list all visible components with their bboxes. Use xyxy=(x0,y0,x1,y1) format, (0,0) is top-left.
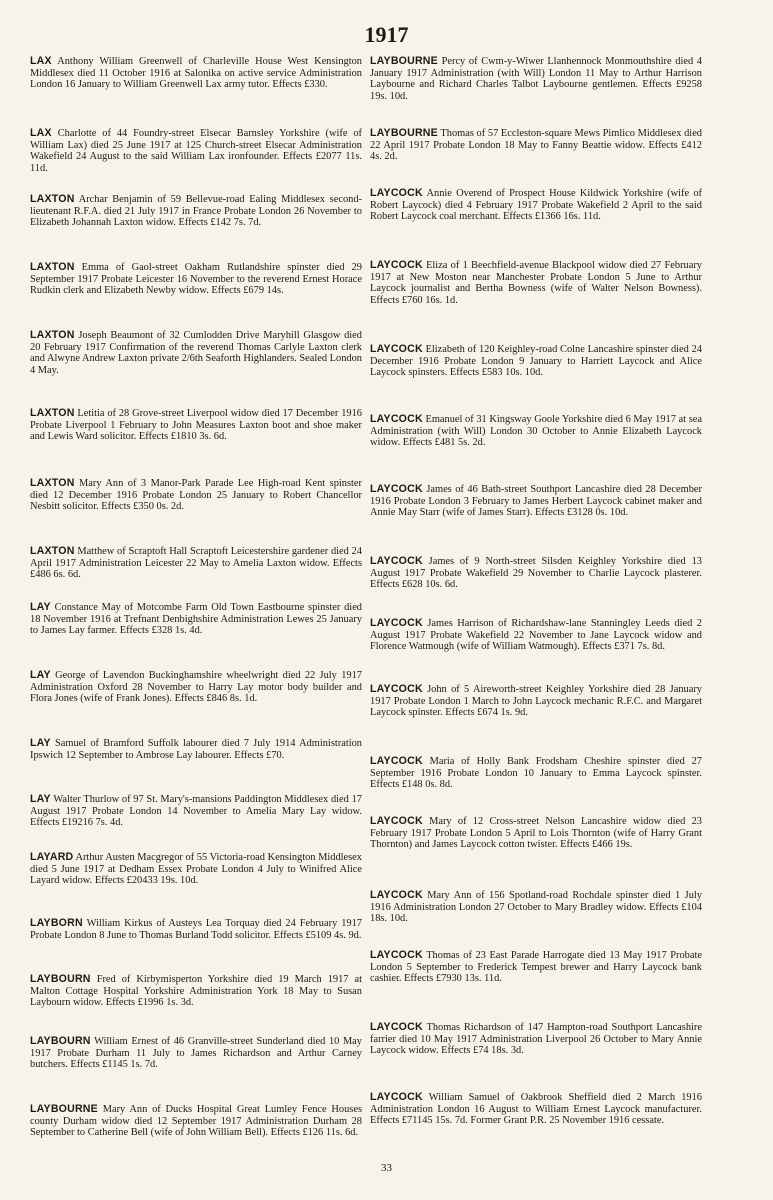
entry-text: Matthew of Scraptoft Hall Scraptoft Leicestershire gardener died 24 April 1917 Administration Leicester 22 May to Amelia Laxton widow. Effects £486 6s. 6d. xyxy=(30,546,362,580)
entry-text: Elizabeth of 120 Keighley-road Colne Lancashire spinster died 24 December 1916 Probate London 9 January to Harriett Laycock and Alice Laycock spinsters. Effects £583 10s. 10d. xyxy=(370,344,702,378)
entry-text: Annie Overend of Prospect House Kildwick Yorkshire (wife of Robert Laycock) died 4 February 1917 Probate Wakefield 2 April to the said Robert Laycock coal merchant. Effects £1366 16s. 11d. xyxy=(370,188,703,222)
entry-text: James of 46 Bath-street Southport Lancashire died 28 December 1916 Probate London 3 February to James Herbert Laycock cabinet maker and Annie May Starr (wife of James Starr). Effects £3128 0s. 10d. xyxy=(370,484,702,518)
entry-surname: LAYBOURNE xyxy=(370,55,438,67)
entry-text: Emanuel of 31 Kingsway Goole Yorkshire died 6 May 1917 at sea Administration (with Will) London 30 October to Annie Elizabeth Laycock widow. Effects £481 5s. 2d. xyxy=(370,414,702,448)
probate-entry xyxy=(370,344,702,379)
entry-text: Fred of Kirbymisperton Yorkshire died 19 March 1917 at Malton Cottage Hospital Yorkshire Administration York 18 May to Susan Laybourn widow. Effects £1996 1s. 3d. xyxy=(30,974,362,1008)
entry-surname: LAYCOCK xyxy=(370,1021,423,1033)
probate-entry xyxy=(30,670,362,705)
probate-entry xyxy=(370,756,702,791)
entry-surname: LAY xyxy=(30,669,51,681)
probate-entry xyxy=(30,546,362,581)
probate-entry xyxy=(30,478,362,513)
entry-surname: LAYBOURNE xyxy=(30,1103,98,1115)
entry-surname: LAXTON xyxy=(30,545,75,557)
entry-surname: LAYCOCK xyxy=(370,949,423,961)
entry-surname: LAXTON xyxy=(30,407,75,419)
probate-entry xyxy=(30,918,362,941)
entry-text: William Kirkus of Austeys Lea Torquay died 24 February 1917 Probate London 8 June to Thomas Burland Todd solicitor. Effects £5109 4s. 9d. xyxy=(30,918,362,941)
entry-text: Mary Ann of 156 Spotland-road Rochdale spinster died 1 July 1916 Administration London 27 October to Mary Bradley widow. Effects £104 18s. 10d. xyxy=(370,890,702,924)
entry-surname: LAY xyxy=(30,793,51,805)
probate-entry xyxy=(30,1036,362,1071)
entry-text: Mary Ann of 3 Manor-Park Parade Lee High-road Kent spinster died 12 December 1916 Probate London 25 January to Robert Chancellor Nesbitt solicitor. Effects £350 0s. 2d. xyxy=(30,478,362,512)
entry-text: Thomas of 23 East Parade Harrogate died 13 May 1917 Probate London 5 September to Frederick Tempest brewer and Harry Laycock bank cashier. Effects £7930 13s. 11d. xyxy=(370,950,702,984)
probate-entry xyxy=(370,1022,702,1057)
probate-entry xyxy=(30,262,362,297)
entry-surname: LAX xyxy=(30,55,52,67)
entry-surname: LAYBOURN xyxy=(30,1035,91,1047)
entry-text: Thomas of 57 Eccleston-square Mews Pimlico Middlesex died 22 April 1917 Probate London 18 May to Fanny Beattie widow. Effects £412 4s. 2d. xyxy=(370,128,703,162)
entry-surname: LAYCOCK xyxy=(370,343,423,355)
probate-entry xyxy=(370,188,702,223)
probate-entry xyxy=(370,950,702,985)
entry-text: Arthur Austen Macgregor of 55 Victoria-road Kensington Middlesex died 5 June 1917 at Dedham Essex Probate London 4 July to Winifred Alice Layard widow. Effects £20433 19s. 10d. xyxy=(30,852,362,886)
probate-entry xyxy=(370,890,702,925)
entry-text: Archar Benjamin of 59 Bellevue-road Ealing Middlesex second-lieutenant R.F.A. died 21 July 1917 in France Probate London 26 November to Elizabeth Johannah Laxton widow. Effects £142 7s. 7d. xyxy=(30,194,362,228)
probate-entry xyxy=(30,128,362,174)
entry-text: James Harrison of Richardshaw-lane Stanningley Leeds died 2 August 1917 Probate Wakefield 22 November to Jane Laycock widow and Florence Watmough (wife of William Watmough). Effects £371 7s. 8d. xyxy=(370,618,702,652)
probate-entry xyxy=(30,1104,362,1139)
probate-entry xyxy=(370,260,702,306)
entry-text: Thomas Richardson of 147 Hampton-road Southport Lancashire farrier died 10 May 1917 Administration Liverpool 26 October to Mary Annie Laycock widow. Effects £74 18s. 3d. xyxy=(370,1022,702,1056)
entry-surname: LAXTON xyxy=(30,261,75,273)
entry-surname: LAYCOCK xyxy=(370,413,423,425)
probate-entry xyxy=(30,194,362,229)
probate-entry xyxy=(370,618,702,653)
entry-surname: LAYARD xyxy=(30,851,74,863)
probate-entry xyxy=(370,684,702,719)
probate-entry xyxy=(30,852,362,887)
entry-surname: LAX xyxy=(30,127,52,139)
probate-entry xyxy=(30,408,362,443)
page-year-heading: 1917 xyxy=(364,22,409,47)
probate-entry xyxy=(30,330,362,376)
entry-text: Eliza of 1 Beechfield-avenue Blackpool widow died 27 February 1917 at New Moston near Manchester Probate London 5 June to Arthur Laycock journalist and Bertha Bowness (wife of Walter Nelson Bowness). Effects £760 16s. 1d. xyxy=(370,260,702,306)
entry-surname: LAYBORN xyxy=(30,917,83,929)
entry-text: James of 9 North-street Silsden Keighley Yorkshire died 13 August 1917 Probate Wakefield 29 November to Charlie Laycock plasterer. Effects £628 10s. 6d. xyxy=(370,556,702,590)
entry-surname: LAYCOCK xyxy=(370,889,423,901)
entry-text: Anthony William Greenwell of Charleville House West Kensington Middlesex died 11 October 1916 at Salonika on active service Administration London 16 January to William Greenwell Lax army tutor. Effects £330. xyxy=(30,56,362,90)
entry-surname: LAXTON xyxy=(30,193,75,205)
probate-entry xyxy=(370,128,702,163)
entry-surname: LAYCOCK xyxy=(370,483,423,495)
entry-text: Letitia of 28 Grove-street Liverpool widow died 17 December 1916 Probate Liverpool 1 February to John Measures Laxton boot and shoe maker and Lewis Ward solicitor. Effects £1810 3s. 6d. xyxy=(30,408,362,442)
probate-entry xyxy=(30,56,362,91)
entry-surname: LAY xyxy=(30,737,51,749)
entry-surname: LAXTON xyxy=(30,477,75,489)
entry-surname: LAYCOCK xyxy=(370,683,423,695)
entry-surname: LAYCOCK xyxy=(370,259,423,271)
entry-text: Constance May of Motcombe Farm Old Town Eastbourne spinster died 18 November 1916 at Trefnant Denbighshire Administration Lewes 25 January to James Lay farmer. Effects £328 1s. 4d. xyxy=(30,602,362,636)
entry-text: Charlotte of 44 Foundry-street Elsecar Barnsley Yorkshire (wife of William Lax) died 25 June 1917 at 125 Church-street Elsecar Administration Wakefield 24 August to the said William Lax ironfounder. Effects £2077 11s. 11d. xyxy=(30,128,362,174)
probate-entry xyxy=(370,1092,702,1127)
entry-surname: LAYCOCK xyxy=(370,617,423,629)
entry-text: Maria of Holly Bank Frodsham Cheshire spinster died 27 September 1916 Probate London 10 January to Emma Laycock spinster. Effects £148 0s. 8d. xyxy=(370,756,702,790)
entry-surname: LAYCOCK xyxy=(370,187,423,199)
entry-text: John of 5 Aireworth-street Keighley Yorkshire died 28 January 1917 Probate London 1 March to John Laycock mechanic R.F.C. and Margaret Laycock spinster. Effects £674 1s. 9d. xyxy=(370,684,702,718)
entry-text: Joseph Beaumont of 32 Cumlodden Drive Maryhill Glasgow died 20 February 1917 Confirmation of the reverend Thomas Carlyle Laxton clerk and Alwyne Andrew Laxton private 2/6th Seaforth Highlanders. Sealed London 4 May. xyxy=(30,330,362,376)
entry-text: Samuel of Bramford Suffolk labourer died 7 July 1914 Administration Ipswich 12 September to Ambrose Lay labourer. Effects £70. xyxy=(30,738,362,761)
entry-surname: LAY xyxy=(30,601,51,613)
probate-entry xyxy=(30,974,362,1009)
probate-entry xyxy=(30,602,362,637)
entry-text: Emma of Gaol-street Oakham Rutlandshire spinster died 29 September 1917 Probate Leicester 16 November to the reverend Ernest Horace Rudkin clerk and Elizabeth Newby widow. Effects £679 14s. xyxy=(30,262,362,296)
entry-surname: LAYBOURN xyxy=(30,973,91,985)
probate-entry xyxy=(370,56,702,102)
page-number: 33 xyxy=(381,1162,392,1174)
entry-surname: LAYCOCK xyxy=(370,1091,423,1103)
entry-surname: LAYCOCK xyxy=(370,755,423,767)
probate-entry xyxy=(370,556,702,591)
entry-text: William Samuel of Oakbrook Sheffield died 2 March 1916 Administration London 16 August to William Ernest Laycock manufacturer. Effects £71145 15s. 7d. Former Grant P.R. 25 November 1916 cessate. xyxy=(370,1092,702,1126)
entry-text: Mary Ann of Ducks Hospital Great Lumley Fence Houses county Durham widow died 12 September 1917 Administration Durham 28 September to Catherine Bell (wife of John William Bell). Effects £126 11s. 6d. xyxy=(30,1104,362,1138)
entry-text: Percy of Cwm-y-Wiwer Llanhennock Monmouthshire died 4 January 1917 Administration (with Will) London 11 May to Arthur Harrison Laybourne and Richard Charles Talbot Laybourne gentlemen. Effects £9258 19s. 10d. xyxy=(370,56,702,102)
probate-entry xyxy=(370,816,702,851)
entry-surname: LAXTON xyxy=(30,329,75,341)
entry-text: Walter Thurlow of 97 St. Mary's-mansions Paddington Middlesex died 17 August 1917 Probate London 14 November to Amelia Mary Lay widow. Effects £19216 7s. 4d. xyxy=(30,794,362,828)
probate-entry xyxy=(30,794,362,829)
entry-text: Mary of 12 Cross-street Nelson Lancashire widow died 23 February 1917 Probate London 5 April to Lois Thornton (wife of Harry Grant Thornton) and James Laycock cotton twister. Effects £466 19s. xyxy=(370,816,703,850)
entry-text: William Ernest of 46 Granville-street Sunderland died 10 May 1917 Probate Durham 11 July to James Richardson and Arthur Carney butchers. Effects £1145 1s. 7d. xyxy=(30,1036,362,1070)
entry-surname: LAYBOURNE xyxy=(370,127,438,139)
entry-surname: LAYCOCK xyxy=(370,815,423,827)
probate-entry xyxy=(30,738,362,761)
entry-surname: LAYCOCK xyxy=(370,555,423,567)
probate-entry xyxy=(370,484,702,519)
probate-entry xyxy=(370,414,702,449)
entry-text: George of Lavendon Buckinghamshire wheelwright died 22 July 1917 Administration Oxford 28 November to Harry Lay motor body builder and Flora Jones (wife of Frank Jones). Effects £846 8s. 1d. xyxy=(30,670,362,704)
